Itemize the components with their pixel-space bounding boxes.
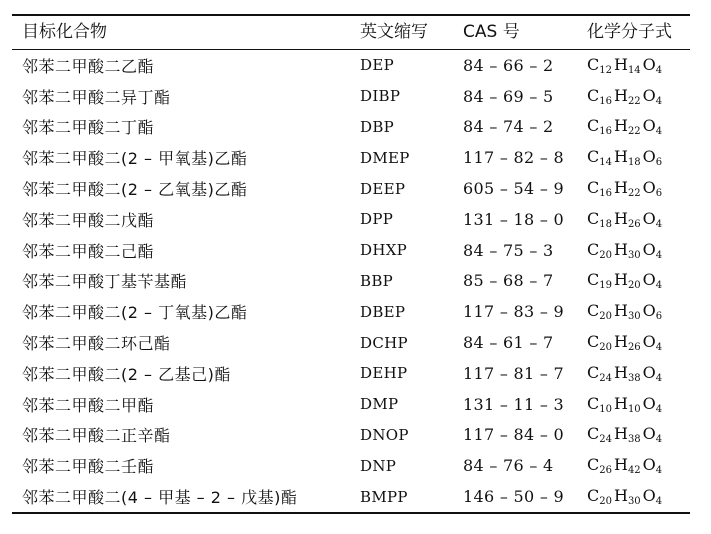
cas-number-cell: 146 – 50 – 9 [463,487,565,507]
formula-element: C [587,332,600,352]
cas-number-cell: 85 – 68 – 7 [463,271,554,291]
formula-cell [577,173,690,204]
formula-subscript: 22 [627,95,641,107]
formula-subscript: 20 [599,496,612,508]
cas-number-cell: 117 – 84 – 0 [463,425,565,445]
formula-subscript: 6 [655,188,663,200]
formula-cell [577,420,690,451]
abbreviation-cell: BBP [360,271,394,290]
formula-element: H [613,455,628,475]
compound-table-container [12,14,690,514]
formula-element: O [642,301,656,321]
formula-element: C [587,486,600,506]
formula-element: H [613,424,628,444]
cas-number-cell: 605 – 54 – 9 [463,179,565,199]
formula-subscript: 6 [655,157,663,169]
formula-element: C [587,178,600,198]
formula-element: O [642,54,656,74]
abbreviation-cell: DCHP [360,333,408,352]
formula-subscript: 12 [599,64,612,76]
cas-number-cell: 117 – 83 – 9 [463,302,565,322]
formula-element: H [613,239,628,259]
formula-subscript: 16 [599,95,612,107]
compound-name-cell: 邻苯二甲酸二(2 – 乙氧基)乙酯 [22,180,248,200]
compound-name-cell: 邻苯二甲酸二丁酯 [22,118,155,138]
formula-subscript: 24 [599,372,612,384]
table-row [12,266,690,297]
formula-element: H [613,362,628,382]
formula-subscript: 10 [627,403,641,415]
formula-subscript: 4 [655,434,663,446]
formula-element: O [642,178,656,198]
formula-subscript: 38 [627,372,641,384]
formula-element: C [587,85,600,105]
cas-number-cell: 117 – 81 – 7 [463,363,565,383]
formula-subscript: 30 [627,496,641,508]
table-row [12,235,690,266]
abbreviation-cell: DBEP [360,302,406,321]
formula-subscript: 26 [599,465,612,477]
abbreviation-cell: DIBP [360,87,401,106]
formula-cell [577,112,690,143]
compound-name-cell: 邻苯二甲酸二(2 – 甲氧基)乙酯 [22,149,248,169]
compound-name-cell: 邻苯二甲酸丁基苄基酯 [22,272,188,292]
formula-subscript: 16 [599,126,612,138]
formula-element: O [642,85,656,105]
compound-name-cell: 邻苯二甲酸二正辛酯 [22,426,171,446]
abbreviation-cell: DHXP [360,241,408,260]
abbreviation-cell: DNP [360,456,397,475]
formula-subscript: 4 [655,342,663,354]
formula-cell [577,266,690,297]
formula-subscript: 4 [655,95,663,107]
formula-subscript: 18 [627,157,641,169]
formula-subscript: 4 [655,496,663,508]
formula-element: C [587,455,600,475]
abbreviation-cell: DEHP [360,364,408,383]
formula-element: O [642,332,656,352]
formula-subscript: 4 [655,126,663,138]
formula-element: C [587,54,600,74]
table-row [12,389,690,420]
formula-element: C [587,147,600,167]
formula-subscript: 4 [655,465,663,477]
formula-element: H [613,147,628,167]
header-cas-number: CAS 号 [463,22,520,42]
formula-element: C [587,116,600,136]
abbreviation-cell: DMEP [360,148,410,167]
formula-element: C [587,239,600,259]
formula-subscript: 26 [627,218,641,230]
cas-number-cell: 84 – 74 – 2 [463,117,554,137]
table-row [12,481,690,513]
formula-element: H [613,116,628,136]
formula-element: C [587,301,600,321]
table-row [12,173,690,204]
formula-subscript: 22 [627,188,641,200]
cas-number-cell: 131 – 11 – 3 [463,394,565,414]
table-row [12,327,690,358]
formula-cell [577,450,690,481]
formula-subscript: 26 [627,342,641,354]
formula-element: O [642,362,656,382]
cas-number-cell: 84 – 75 – 3 [463,240,554,260]
formula-subscript: 6 [655,311,663,323]
formula-subscript: 30 [627,249,641,261]
compound-name-cell: 邻苯二甲酸二戊酯 [22,210,155,230]
formula-subscript: 20 [599,342,612,354]
table-row [12,142,690,173]
formula-element: O [642,455,656,475]
compound-name-cell: 邻苯二甲酸二乙酯 [22,56,155,76]
cas-number-cell: 84 – 66 – 2 [463,55,554,75]
abbreviation-cell: DNOP [360,425,409,444]
formula-cell [577,204,690,235]
header-abbreviation: 英文缩写 [360,22,428,42]
header-compound: 目标化合物 [22,22,107,42]
formula-subscript: 30 [627,311,641,323]
formula-cell [577,327,690,358]
formula-element: O [642,486,656,506]
formula-subscript: 38 [627,434,641,446]
formula-subscript: 20 [599,249,612,261]
formula-subscript: 22 [627,126,641,138]
formula-cell [577,81,690,112]
formula-subscript: 14 [599,157,612,169]
formula-element: C [587,270,600,290]
table-header [12,15,690,50]
table-row [12,112,690,143]
formula-element: C [587,393,600,413]
formula-cell [577,296,690,327]
header-row [12,15,690,50]
formula-element: H [613,208,628,228]
formula-subscript: 4 [655,403,663,415]
compound-name-cell: 邻苯二甲酸二己酯 [22,241,155,261]
formula-subscript: 4 [655,280,663,292]
table-row [12,450,690,481]
compound-name-cell: 邻苯二甲酸二异丁酯 [22,87,171,107]
formula-cell [577,235,690,266]
compound-name-cell: 邻苯二甲酸二甲酯 [22,395,155,415]
formula-subscript: 16 [599,188,612,200]
abbreviation-cell: DBP [360,117,395,136]
formula-cell [577,481,690,513]
abbreviation-cell: BMPP [360,487,408,506]
compound-table [12,14,690,514]
formula-element: H [613,301,628,321]
cas-number-cell: 84 – 61 – 7 [463,333,554,353]
formula-cell [577,358,690,389]
abbreviation-cell: DPP [360,210,394,229]
formula-cell [577,50,690,81]
formula-element: O [642,239,656,259]
compound-name-cell: 邻苯二甲酸二环己酯 [22,334,171,354]
formula-subscript: 20 [599,311,612,323]
table-row [12,204,690,235]
formula-subscript: 4 [655,249,663,261]
formula-element: O [642,424,656,444]
compound-name-cell: 邻苯二甲酸二壬酯 [22,457,155,477]
formula-subscript: 10 [599,403,612,415]
abbreviation-cell: DMP [360,395,399,414]
header-formula: 化学分子式 [587,22,672,42]
formula-subscript: 4 [655,218,663,230]
formula-element: H [613,54,628,74]
formula-element: C [587,424,600,444]
formula-subscript: 4 [655,372,663,384]
compound-name-cell: 邻苯二甲酸二(2 – 丁氧基)乙酯 [22,303,248,323]
formula-element: H [613,486,628,506]
formula-element: C [587,208,600,228]
formula-element: C [587,362,600,382]
formula-element: H [613,393,628,413]
table-row [12,81,690,112]
formula-element: O [642,270,656,290]
table-row [12,296,690,327]
cas-number-cell: 84 – 76 – 4 [463,456,554,476]
formula-element: O [642,116,656,136]
compound-name-cell: 邻苯二甲酸二(2 – 乙基己)酯 [22,364,231,384]
formula-element: O [642,208,656,228]
abbreviation-cell: DEEP [360,179,406,198]
table-row [12,358,690,389]
formula-element: H [613,85,628,105]
cas-number-cell: 84 – 69 – 5 [463,86,554,106]
formula-element: O [642,393,656,413]
formula-element: H [613,270,628,290]
formula-subscript: 18 [599,218,612,230]
compound-name-cell: 邻苯二甲酸二(4 – 甲基 – 2 – 戊基)酯 [22,488,298,508]
formula-subscript: 14 [627,64,641,76]
formula-subscript: 24 [599,434,612,446]
formula-cell [577,389,690,420]
formula-subscript: 19 [599,280,612,292]
formula-cell [577,142,690,173]
table-body [12,50,690,513]
cas-number-cell: 131 – 18 – 0 [463,209,565,229]
formula-element: O [642,147,656,167]
formula-element: H [613,178,628,198]
formula-element: H [613,332,628,352]
abbreviation-cell: DEP [360,56,394,75]
table-row [12,420,690,451]
formula-subscript: 20 [627,280,641,292]
cas-number-cell: 117 – 82 – 8 [463,148,565,168]
table-row [12,50,690,81]
formula-subscript: 42 [627,465,641,477]
formula-subscript: 4 [655,64,663,76]
